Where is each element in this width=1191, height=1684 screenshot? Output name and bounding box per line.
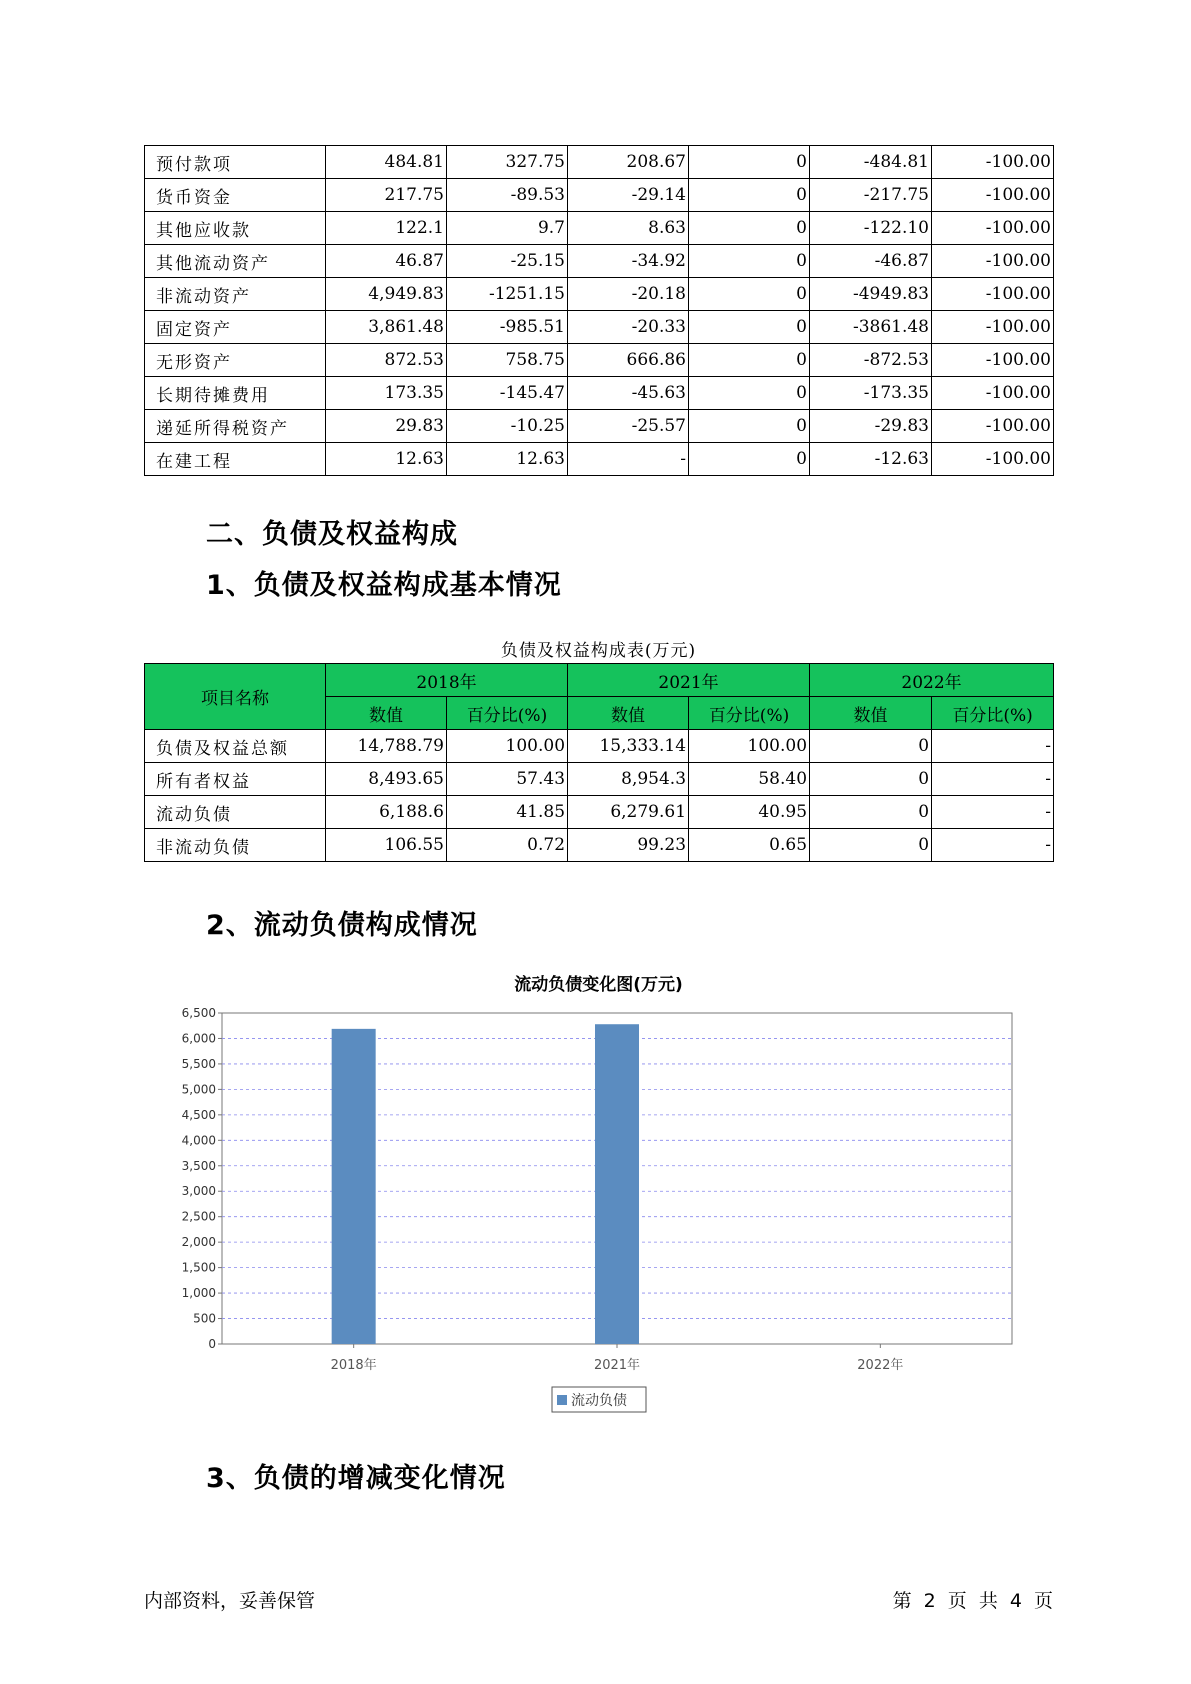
table-caption: 负债及权益构成表(万元): [500, 641, 697, 661]
cell-value: 9.7: [447, 212, 568, 245]
row-label: 递延所得税资产: [145, 410, 326, 443]
cell-value: 0: [689, 179, 810, 212]
header-value: 数值: [568, 697, 689, 730]
section-heading-basic-composition: 1、负债及权益构成基本情况: [206, 570, 562, 601]
cell-value: -20.18: [568, 278, 689, 311]
asset-change-table: [144, 145, 1054, 476]
cell-value: -: [568, 443, 689, 476]
cell-value: 758.75: [447, 344, 568, 377]
header-percent: 百分比(%): [447, 697, 568, 730]
table-row: [145, 179, 1054, 212]
y-tick-label: 1,000: [181, 1286, 216, 1301]
cell-value: -: [932, 730, 1054, 763]
cell-value: -4949.83: [810, 278, 932, 311]
cell-value: 872.53: [326, 344, 447, 377]
cell-value: 0: [810, 829, 932, 862]
row-label: 其他应收款: [145, 212, 326, 245]
cell-value: 29.83: [326, 410, 447, 443]
cell-value: 58.40: [689, 763, 810, 796]
row-label: 流动负债: [145, 796, 326, 829]
cell-value: -25.15: [447, 245, 568, 278]
section-heading-liabilities-equity: 二、负债及权益构成: [206, 519, 458, 550]
cell-value: 4,949.83: [326, 278, 447, 311]
cell-value: 8,493.65: [326, 763, 447, 796]
cell-value: 41.85: [447, 796, 568, 829]
liab-table-body: [145, 730, 1054, 862]
cell-value: -10.25: [447, 410, 568, 443]
row-label: 负债及权益总额: [145, 730, 326, 763]
cell-value: -100.00: [932, 377, 1054, 410]
table-row: [145, 212, 1054, 245]
table-row: [145, 311, 1054, 344]
cell-value: -89.53: [447, 179, 568, 212]
cell-value: -173.35: [810, 377, 932, 410]
cell-value: 99.23: [568, 829, 689, 862]
y-tick-label: 3,000: [181, 1184, 216, 1199]
cell-value: 0: [810, 796, 932, 829]
footer-page-number: 第 2 页 共 4 页: [892, 1590, 1053, 1612]
cell-value: -: [932, 796, 1054, 829]
cell-value: -: [932, 829, 1054, 862]
cell-value: -45.63: [568, 377, 689, 410]
cell-value: -: [932, 763, 1054, 796]
y-tick-label: 5,000: [181, 1082, 216, 1097]
chart-title: 流动负债变化图(万元): [514, 975, 683, 995]
row-label: 长期待摊费用: [145, 377, 326, 410]
cell-value: 122.1: [326, 212, 447, 245]
cell-value: 0: [689, 443, 810, 476]
y-tick-label: 4,500: [181, 1107, 216, 1122]
cell-value: 0.65: [689, 829, 810, 862]
table-row: [145, 410, 1054, 443]
cell-value: -145.47: [447, 377, 568, 410]
y-tick-label: 0: [208, 1337, 216, 1351]
cell-value: 217.75: [326, 179, 447, 212]
cell-value: 208.67: [568, 146, 689, 179]
cell-value: 327.75: [447, 146, 568, 179]
asset-table-body: [145, 146, 1054, 476]
table-row: [145, 829, 1054, 862]
cell-value: 6,188.6: [326, 796, 447, 829]
cell-value: 14,788.79: [326, 730, 447, 763]
row-label: 无形资产: [145, 344, 326, 377]
liab-table-header: [145, 664, 1054, 730]
header-percent: 百分比(%): [932, 697, 1054, 730]
y-tick-label: 4,000: [181, 1133, 216, 1148]
cell-value: 0: [689, 278, 810, 311]
row-label: 非流动负债: [145, 829, 326, 862]
bar: [332, 1029, 376, 1344]
table-row: [145, 245, 1054, 278]
cell-value: -29.14: [568, 179, 689, 212]
cell-value: 0.72: [447, 829, 568, 862]
y-tick-label: 5,500: [181, 1056, 216, 1071]
cell-value: 3,861.48: [326, 311, 447, 344]
cell-value: -100.00: [932, 344, 1054, 377]
x-tick-label: 2022年: [857, 1358, 904, 1373]
cell-value: -12.63: [810, 443, 932, 476]
table-row: [145, 796, 1054, 829]
cell-value: 0: [689, 344, 810, 377]
cell-value: 0: [810, 763, 932, 796]
x-tick-label: 2018年: [330, 1358, 377, 1373]
cell-value: 12.63: [447, 443, 568, 476]
cell-value: 40.95: [689, 796, 810, 829]
cell-value: -34.92: [568, 245, 689, 278]
cell-value: -100.00: [932, 278, 1054, 311]
cell-value: -100.00: [932, 245, 1054, 278]
table-row: [145, 344, 1054, 377]
cell-value: -100.00: [932, 311, 1054, 344]
cell-value: -100.00: [932, 410, 1054, 443]
row-label: 其他流动资产: [145, 245, 326, 278]
cell-value: 8,954.3: [568, 763, 689, 796]
cell-value: 0: [810, 730, 932, 763]
row-label: 固定资产: [145, 311, 326, 344]
cell-value: -985.51: [447, 311, 568, 344]
header-value: 数值: [326, 697, 447, 730]
cell-value: 666.86: [568, 344, 689, 377]
cell-value: -25.57: [568, 410, 689, 443]
row-label: 所有者权益: [145, 763, 326, 796]
cell-value: 57.43: [447, 763, 568, 796]
cell-value: -100.00: [932, 146, 1054, 179]
table-row: [145, 377, 1054, 410]
x-tick-label: 2021年: [593, 1358, 641, 1373]
cell-value: -217.75: [810, 179, 932, 212]
cell-value: 0: [689, 212, 810, 245]
row-label: 预付款项: [145, 146, 326, 179]
header-value: 数值: [810, 697, 932, 730]
cell-value: 46.87: [326, 245, 447, 278]
header-year-2021: 2021年: [568, 664, 810, 697]
cell-value: -1251.15: [447, 278, 568, 311]
y-tick-label: 3,500: [181, 1158, 216, 1173]
cell-value: 15,333.14: [568, 730, 689, 763]
cell-value: -29.83: [810, 410, 932, 443]
header-percent: 百分比(%): [689, 697, 810, 730]
y-tick-label: 500: [193, 1311, 216, 1326]
legend-swatch: [557, 1395, 567, 1405]
cell-value: 173.35: [326, 377, 447, 410]
cell-value: 484.81: [326, 146, 447, 179]
cell-value: 0: [689, 245, 810, 278]
header-item-name: 项目名称: [145, 664, 326, 730]
cell-value: -20.33: [568, 311, 689, 344]
header-year-2022: 2022年: [810, 664, 1054, 697]
table-row: [145, 730, 1054, 763]
y-tick-label: 6,000: [181, 1031, 216, 1046]
row-label: 货币资金: [145, 179, 326, 212]
cell-value: -122.10: [810, 212, 932, 245]
cell-value: 0: [689, 311, 810, 344]
cell-value: 8.63: [568, 212, 689, 245]
cell-value: 100.00: [689, 730, 810, 763]
cell-value: 106.55: [326, 829, 447, 862]
cell-value: -100.00: [932, 443, 1054, 476]
cell-value: -3861.48: [810, 311, 932, 344]
table-row: [145, 146, 1054, 179]
y-tick-label: 6,500: [181, 1006, 216, 1020]
y-tick-label: 2,000: [181, 1235, 216, 1250]
cell-value: -872.53: [810, 344, 932, 377]
cell-value: -100.00: [932, 179, 1054, 212]
liabilities-equity-table: [144, 663, 1054, 862]
table-row: [145, 763, 1054, 796]
footer-confidential: 内部资料，妥善保管: [144, 1590, 316, 1612]
cell-value: 6,279.61: [568, 796, 689, 829]
row-label: 在建工程: [145, 443, 326, 476]
y-tick-label: 1,500: [181, 1260, 216, 1275]
table-row: [145, 278, 1054, 311]
cell-value: -484.81: [810, 146, 932, 179]
y-tick-label: 2,500: [181, 1209, 216, 1224]
cell-value: 12.63: [326, 443, 447, 476]
cell-value: -100.00: [932, 212, 1054, 245]
section-heading-liability-change: 3、负债的增减变化情况: [206, 1463, 506, 1494]
section-heading-current-liabilities: 2、流动负债构成情况: [206, 910, 478, 941]
cell-value: 100.00: [447, 730, 568, 763]
row-label: 非流动资产: [145, 278, 326, 311]
header-year-2018: 2018年: [326, 664, 568, 697]
bar: [595, 1024, 639, 1344]
legend-label: 流动负债: [571, 1393, 627, 1409]
cell-value: 0: [689, 377, 810, 410]
cell-value: -46.87: [810, 245, 932, 278]
table-row: [145, 443, 1054, 476]
cell-value: 0: [689, 146, 810, 179]
cell-value: 0: [689, 410, 810, 443]
current-liabilities-bar-chart: [150, 1000, 1020, 1420]
